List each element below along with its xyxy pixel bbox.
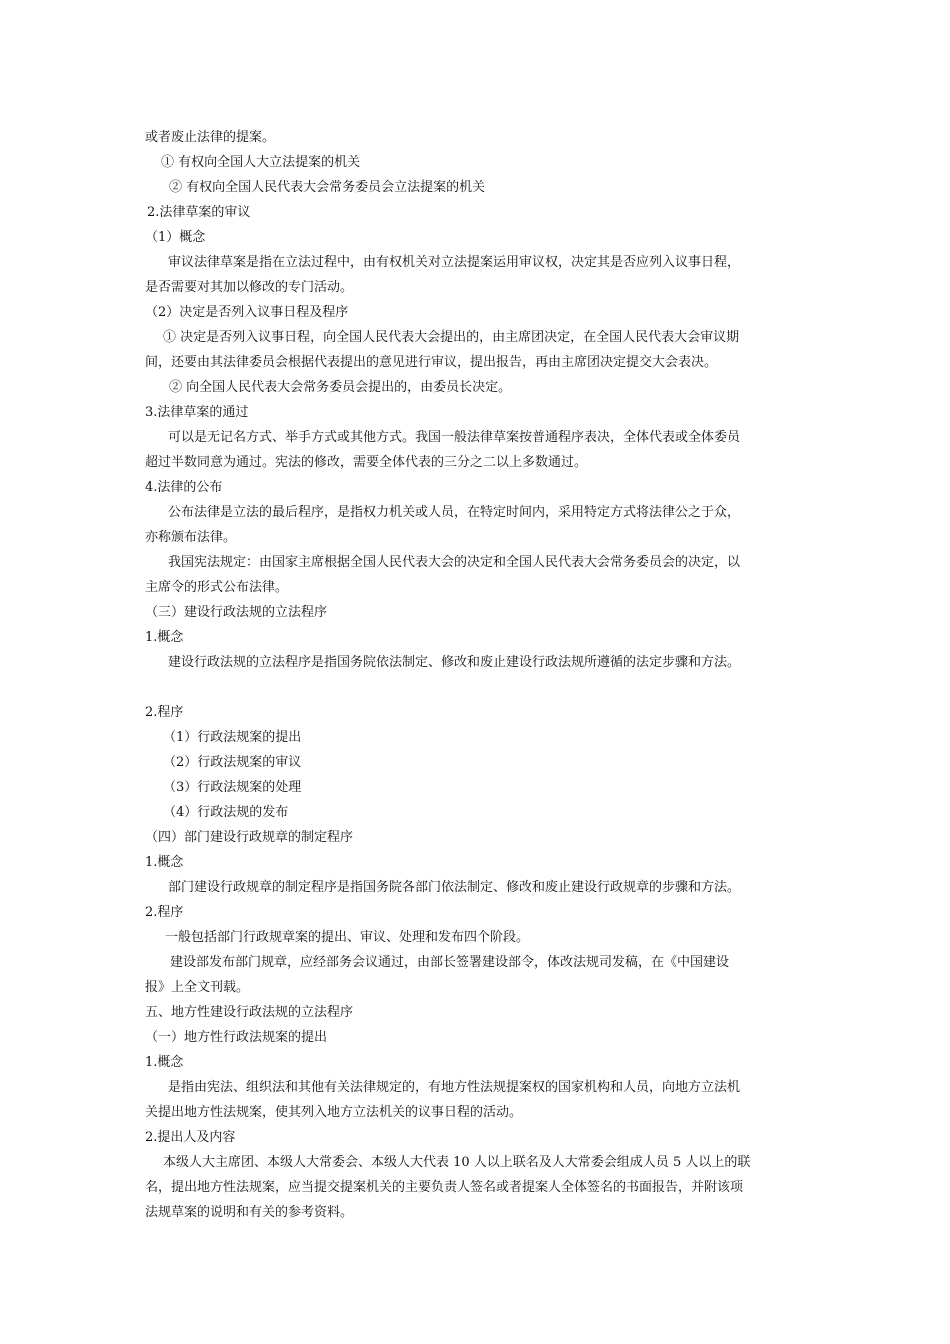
line-text: 2.提出人及内容 (145, 1130, 236, 1145)
section-heading (0, 480, 950, 496)
line-text: 可以是无记名方式、举手方式或其他方式。我国一般法律草案按普通程序表决，全体代表或全体委员 (168, 430, 741, 445)
line-text: （一）地方性行政法规案的提出 (145, 1030, 328, 1045)
text-line (0, 1180, 950, 1196)
subsection-heading (0, 630, 950, 646)
subsection-heading (0, 1130, 950, 1146)
line-text: 建设行政法规的立法程序是指国务院依法制定、修改和废止建设行政法规所遵循的法定步骤和方法。 (168, 655, 741, 670)
text-line (0, 280, 950, 296)
line-text: 建设部发布部门规章，应经部务会议通过，由部长签署建设部令，体改法规司发稿，在《中国建设 (170, 955, 730, 970)
line-text: 或者废止法律的提案。 (145, 130, 276, 145)
list-item (0, 755, 950, 771)
line-text: 一般包括部门行政规章案的提出、审议、处理和发布四个阶段。 (165, 930, 530, 945)
line-text: 名，提出地方性法规案，应当提交提案机关的主要负责人签名或者提案人全体签名的书面报告，并附该项 (145, 1180, 744, 1195)
text-line (0, 1155, 950, 1171)
line-text: 我国宪法规定：由国家主席根据全国人民代表大会的决定和全国人民代表大会常务委员会的决定，以 (168, 555, 741, 570)
text-line (0, 255, 950, 271)
line-text: ① 决定是否列入议事日程，向全国人民代表大会提出的，由主席团决定，在全国人民代表大会审议期 (163, 330, 740, 345)
text-line (0, 330, 950, 346)
text-line (0, 355, 950, 371)
line-text: 3.法律草案的通过 (145, 405, 249, 420)
section-heading (0, 405, 950, 421)
line-text: 部门建设行政规章的制定程序是指国务院各部门依法制定、修改和废止建设行政规章的步骤和方法。 (168, 880, 741, 895)
line-text: ② 向全国人民代表大会常务委员会提出的，由委员长决定。 (169, 380, 512, 395)
text-line (0, 555, 950, 571)
text-line (0, 530, 950, 546)
line-text: 是否需要对其加以修改的专门活动。 (145, 280, 354, 295)
line-text: （三）建设行政法规的立法程序 (145, 605, 328, 620)
text-line (0, 955, 950, 971)
line-text: 亦称颁布法律。 (145, 530, 237, 545)
line-text: 2.程序 (145, 705, 184, 720)
list-item (0, 805, 950, 821)
line-text: 审议法律草案是指在立法过程中，由有权机关对立法提案运用审议权，决定其是否应列入议事日程， (168, 255, 741, 270)
section-heading (0, 605, 950, 621)
line-text: 1.概念 (145, 855, 184, 870)
line-text: （1）概念 (145, 230, 206, 245)
line-text: （4）行政法规的发布 (163, 805, 289, 820)
line-text: （3）行政法规案的处理 (163, 780, 302, 795)
line-text: 是指由宪法、组织法和其他有关法律规定的，有地方性法规提案权的国家机构和人员，向地方立法机 (168, 1080, 741, 1095)
line-text: （2）决定是否列入议事日程及程序 (145, 305, 349, 320)
text-line (0, 180, 950, 196)
line-text: （四）部门建设行政规章的制定程序 (145, 830, 354, 845)
line-text: 法规草案的说明和有关的参考资料。 (145, 1205, 354, 1220)
text-line (0, 580, 950, 596)
section-heading (0, 1030, 950, 1046)
text-line (0, 930, 950, 946)
line-text: 本级人大主席团、本级人大常委会、本级人大代表 10 人以上联名及人大常委会组成人员 5 人以上的联 (163, 1155, 751, 1170)
text-line (0, 130, 950, 146)
text-line (0, 1080, 950, 1096)
list-item (0, 780, 950, 796)
subsection-heading (0, 230, 950, 246)
subsection-heading (0, 855, 950, 871)
line-text: 报》上全文刊载。 (145, 980, 250, 995)
line-text: ① 有权向全国人大立法提案的机关 (161, 155, 361, 170)
line-text: 2.法律草案的审议 (147, 205, 251, 220)
subsection-heading (0, 1055, 950, 1071)
line-text: 2.程序 (145, 905, 184, 920)
line-text: （1）行政法规案的提出 (163, 730, 302, 745)
text-line (0, 380, 950, 396)
text-line (0, 655, 950, 671)
line-text: 4.法律的公布 (145, 480, 223, 495)
line-text: 1.概念 (145, 1055, 184, 1070)
text-line (0, 1205, 950, 1221)
chapter-heading (0, 1005, 950, 1021)
line-text: 五、地方性建设行政法规的立法程序 (145, 1005, 354, 1020)
section-heading (0, 205, 950, 221)
line-text: 公布法律是立法的最后程序，是指权力机关或人员，在特定时间内，采用特定方式将法律公之于众， (168, 505, 741, 520)
text-line (0, 1105, 950, 1121)
text-line (0, 155, 950, 171)
line-text: 主席令的形式公布法律。 (145, 580, 289, 595)
subsection-heading (0, 705, 950, 721)
text-line (0, 980, 950, 996)
line-text: （2）行政法规案的审议 (163, 755, 302, 770)
text-line (0, 455, 950, 471)
line-text: 间，还要由其法律委员会根据代表提出的意见进行审议，提出报告，再由主席团决定提交大会表决。 (145, 355, 718, 370)
section-heading (0, 830, 950, 846)
text-line (0, 430, 950, 446)
line-text: 关提出地方性法规案，使其列入地方立法机关的议事日程的活动。 (145, 1105, 523, 1120)
text-line (0, 880, 950, 896)
line-text: 超过半数同意为通过。宪法的修改，需要全体代表的三分之二以上多数通过。 (145, 455, 588, 470)
subsection-heading (0, 905, 950, 921)
line-text: ② 有权向全国人民代表大会常务委员会立法提案的机关 (169, 180, 486, 195)
subsection-heading (0, 305, 950, 321)
text-line (0, 505, 950, 521)
line-text: 1.概念 (145, 630, 184, 645)
list-item (0, 730, 950, 746)
